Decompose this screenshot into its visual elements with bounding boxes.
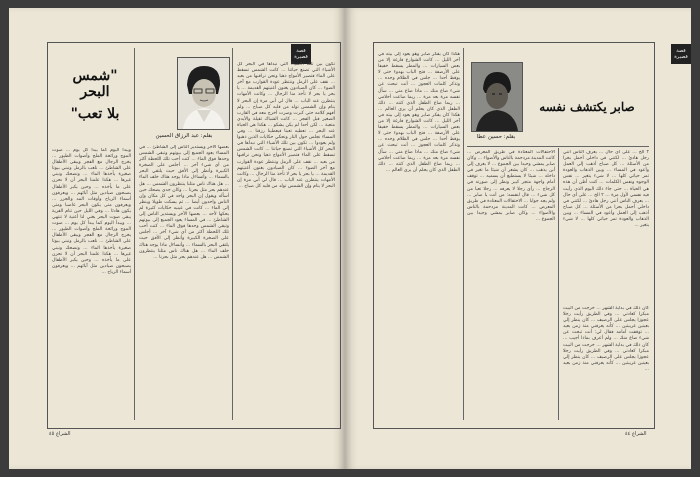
right-page-folio: الشراع ٤٤	[625, 431, 647, 437]
left-column-rule-1	[134, 48, 135, 420]
right-page	[345, 8, 691, 469]
right-col-left: هكذا كان يفكر صابر وهو يعود إلى بيته في آخر الليل ... كانت الشوارع فارغة إلا من بعض السيارات ... والمطر يسقط خفيفا على الأرصفة ... فتح الباب بهدوء حتى لا يوقظ أحدا ... جلس في الظلام وحده ... وتذكر كلمات العجوز ... أنت تبحث عن شيء ضاع منك ... ماذا ضاع مني ... سأل نفسه مرة بعد مرة ... ربما ضاعت أحلامي ... ربما ضاع الطفل الذي كنته ... ذلك الطفل الذي كان يحلم أن يرى العالم ... هكذا كان يفكر صابر وهو يعود إلى بيته في آخر الليل ... كانت الشوارع فارغة إلا من بعض السيارات ... والمطر يسقط خفيفا على الأرصفة ... فتح الباب بهدوء حتى لا يوقظ أحدا ... جلس في الظلام وحده ... وتذكر كلمات العجوز ... أنت تبحث عن شيء ضاع منك ... ماذا ضاع مني ... سأل نفسه مرة بعد مرة ... ربما ضاعت أحلامي ... ربما ضاع الطفل الذي كنته ... ذلك الطفل الذي كان يحلم أن يرى العالم ...	[378, 52, 460, 173]
left-section-logo: قصة قصيرة	[291, 44, 311, 64]
right-col-right-top: ٢ الخ ... على أي حال ... يعرف الناس أنني رجل هادئ ... لكنني في داخلي أحمل بحرا من الأسئلة ... كل صباح أذهب إلى العمل وأعود في المساء ... وبين الذهاب والعودة تمر حياتي كلها ... لا شيء يتغير ... نفس الوجوه ونفس الكلمات ... كنت أظن أن هذه هي الحياة ... حتى جاء ذلك اليوم الذي رأيت فيه نفسي لأول مرة ... ٢ الخ ... على أي حال ... يعرف الناس أنني رجل هادئ ... لكنني في داخلي أحمل بحرا من الأسئلة ... كل صباح أذهب إلى العمل وأعود في المساء ... وبين الذهاب والعودة تمر حياتي كلها ... لا شيء يتغير ...	[563, 150, 649, 229]
left-column-rule-2	[232, 48, 233, 420]
right-col-right-bottom: كان ذلك في بداية الشهر ... خرجت من البيت مبكرا كعادتي ... وفي الطريق رأيت رجلا عجوزا يجلس على الرصيف ... كان ينظر إلي بعينين غريبتين ... كأنه يعرفني منذ زمن بعيد ... توقفت أمامه فقال لي: أنت تبحث عن شيء ضاع منك ... ولم أعرف بماذا أجيب ... كان ذلك في بداية الشهر ... خرجت من البيت مبكرا كعادتي ... وفي الطريق رأيت رجلا عجوزا يجلس على الرصيف ... كان ينظر إلي بعينين غريبتين ... كأنه يعرفني منذ زمن بعيد ...	[563, 306, 649, 372]
left-byline: بقلم: عبد الرزاق الحسين	[155, 133, 213, 139]
left-author-photo	[177, 57, 230, 130]
right-author-photo	[471, 62, 523, 132]
right-title-rule	[467, 146, 649, 147]
left-col-mid: بعضها الآخر ويستدير الناس إلى الشاطئ ... في المساء يعود الجميع إلى بيوتهم وتبقى الشمس وحدها فوق الماء ... كنت أحب تلك اللحظة أكثر من أي شيء آخر ... أجلس على الصخرة الكبيرة وأنظر إلى الأفق حيث يلتقي البحر بالسماء ... وأتساءل ماذا يوجد هناك خلف الماء ... هل هناك ناس مثلنا ينتظرون الشمس ... هل عندهم بحر مثل بحرنا ... وكان جدي يضحك حين أسأله ويقول إن البحر واحد في كل مكان وإن الناس واحدون أيضا ... ثم يسكت طويلا وينظر إلى الماء ... كانت في عينيه حكايات كثيرة لم يحكها لأحد ... بعضها الآخر ويستدير الناس إلى الشاطئ ... في المساء يعود الجميع إلى بيوتهم وتبقى الشمس وحدها فوق الماء ... كنت أحب تلك اللحظة أكثر من أي شيء آخر ... أجلس على الصخرة الكبيرة وأنظر إلى الأفق حيث يلتقي البحر بالسماء ... وأتساءل ماذا يوجد هناك خلف الماء ... هل هناك ناس مثلنا ينتظرون الشمس ... هل عندهم بحر مثل بحرنا ...	[139, 145, 229, 260]
left-col-left: ويبدأ اليوم كما يبدأ كل يوم ... صوت الموج ورائحة الملح وأصوات الطيور ... يخرج الرجال مع الفجر ويبقى الأطفال على الشاطئ ... نلعب بالرمل ونبني بيوتا صغيرة يأخذها الماء ... ونضحك ونبني غيرها ... هكذا علمنا البحر أن لا نحزن على ما يأخذه ... وحين يكبر الأطفال يصبحون صيادين مثل آبائهم ... ويعرفون أسماء الرياح وأوقات المد والجزر ... ويعرفون متى يكون البحر غاضبا ومتى يكون هادئا ... وفي الليل حين تنام القرية يبقى صوت البحر يغني لنا أغنية لا تنتهي ... ويبدأ اليوم كما يبدأ كل يوم ... صوت الموج ورائحة الملح وأصوات الطيور ... يخرج الرجال مع الفجر ويبقى الأطفال على الشاطئ ... نلعب بالرمل ونبني بيوتا صغيرة يأخذها الماء ... ونضحك ونبني غيرها ... هكذا علمنا البحر أن لا نحزن على ما يأخذه ... وحين يكبر الأطفال يصبحون صيادين مثل آبائهم ... ويعرفون أسماء الرياح ...	[52, 148, 131, 275]
right-byline: بقلم: حسين عطا	[476, 134, 516, 140]
left-col-right: تكون بين تلك الأشياء التي نبدأها في البحر كل الأشياء التي تصنع حياتنا ... كانت الشمس تسقط على الماء فتصير الأمواج ذهبا ونحن نراقبها من بعيد ... نقف على الرمل وننتظر عودة القوارب مع آخر الضوء ... كان الصيادون يغنون أغنيتهم القديمة ... يا بحر يا بحر لا تأخذ منا الرجال ... وكانت الأمهات ينتظرن عند الباب ... قال لي أبي مرة إن البحر لا ينام وإن الشمس تولد من قلبه كل صباح ... ولم أفهم كلامه حتى كبرت وصرت أخرج معه في القارب الصغير قبل الفجر ... كانت الشباك ثقيلة والأيدي متعبة ... لكن أحدا لم يكن يشكو ... هكذا هي الحياة عند البحر ... نعطيه تعبنا فيعطينا رزقنا ... وفي المساء نجلس حول النار ونحكي حكايات الذين ذهبوا ولم يعودوا ... تكون بين تلك الأشياء التي نبدأها في البحر كل الأشياء التي تصنع حياتنا ... كانت الشمس تسقط على الماء فتصير الأمواج ذهبا ونحن نراقبها من بعيد ... نقف على الرمل وننتظر عودة القوارب مع آخر الضوء ... كان الصيادون يغنون أغنيتهم القديمة ... يا بحر يا بحر لا تأخذ منا الرجال ... وكانت الأمهات ينتظرن عند الباب ... قال لي أبي مرة إن البحر لا ينام وإن الشمس تولد من قلبه كل صباح ...	[237, 62, 335, 189]
right-section-logo: قصة قصيرة	[671, 44, 691, 64]
right-title: صابر يكتشف نفسه	[539, 100, 635, 114]
right-col-mid-top	[467, 52, 519, 60]
right-col-mid: الاحتفالات المعتادة في طريق المعرض ... كانت المدينة مزدحمة بالناس والأضواء ... وكان صابر يمشي وحيدا بين الجموع ... لا يعرف إلى أين يذهب ... كان يشعر أن شيئا ما تغير في داخله ... شيئا لا يستطيع أن يسميه ... توقف أمام واجهة متجر كبير ونظر إلى صورته في الزجاج ... رأى رجلا لا يعرفه ... رجلا تعبا من كل شيء ... قال لنفسه: من أنت يا صابر ... ولم يجد جوابا ... الاحتفالات المعتادة في طريق المعرض ... كانت المدينة مزدحمة بالناس والأضواء ... وكان صابر يمشي وحيدا بين الجموع ...	[467, 150, 555, 223]
right-column-rule-2	[558, 148, 559, 420]
right-column-rule-1	[463, 48, 464, 420]
left-page	[9, 8, 345, 469]
left-title-line2: بلا تعب"	[70, 106, 120, 122]
left-page-folio: الشراع ٤٥	[49, 431, 71, 437]
author-portrait-image	[472, 63, 522, 131]
left-title-line1: "شمس البحر	[72, 68, 118, 100]
author-portrait-image	[178, 58, 229, 129]
